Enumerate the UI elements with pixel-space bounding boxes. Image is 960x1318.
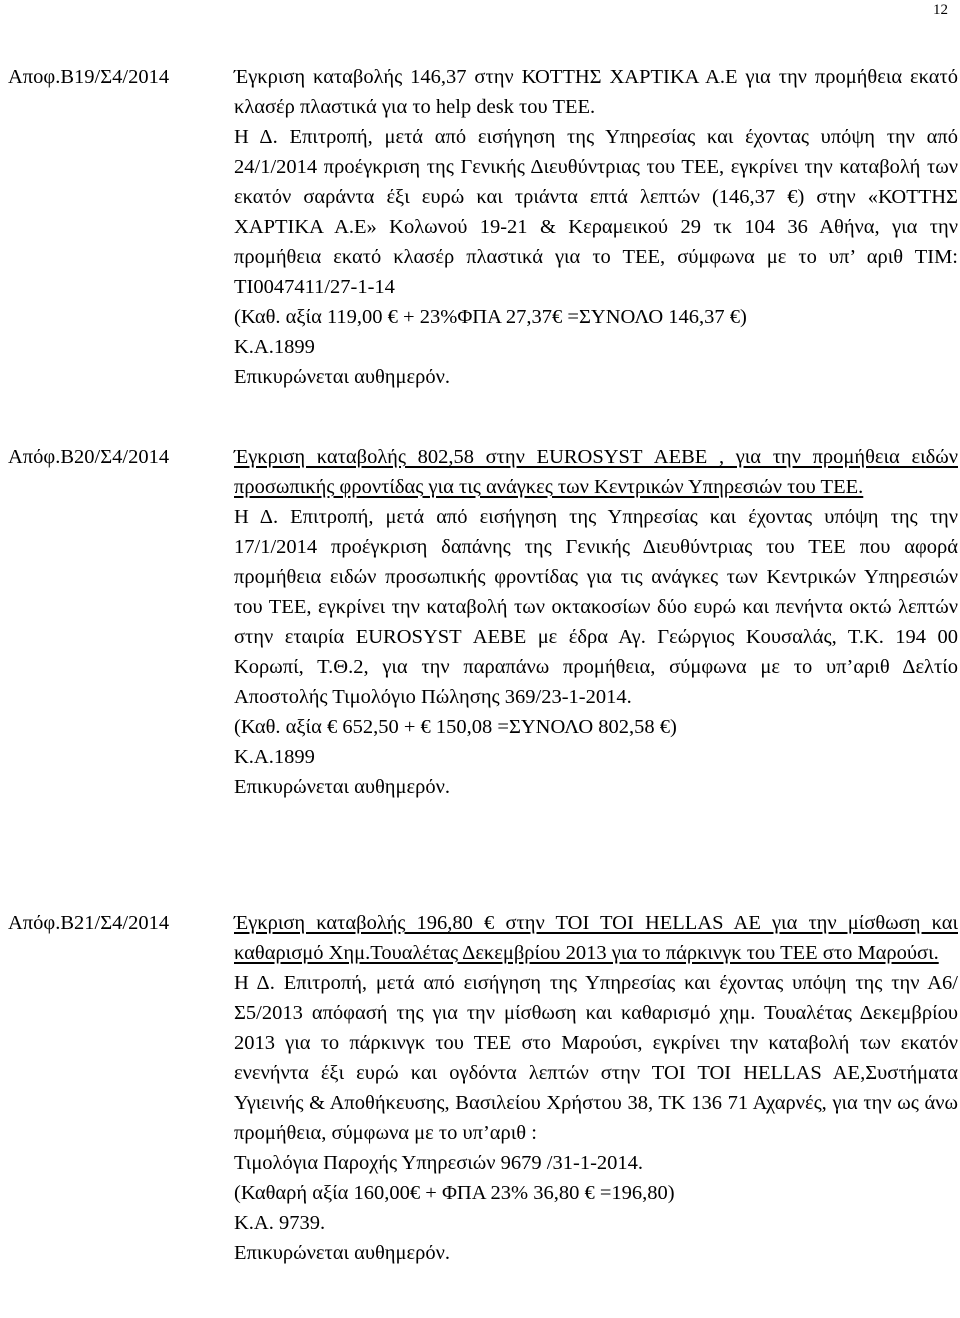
decision-content <box>234 62 958 392</box>
page-number: 12 <box>933 2 948 18</box>
decision-title: Έγκριση καταβολής 146,37 στην ΚΟΤΤΗΣ ΧΑΡΤΙΚΑ Α.Ε για την προμήθεια εκατό κλασέρ πλαστικά για το help desk του ΤΕΕ. <box>234 66 958 118</box>
decision-body: Η Δ. Επιτροπή, μετά από εισήγηση της Υπηρεσίας και έχοντας υπόψη της την Α6/Σ5/2013 απόφασή της για την μίσθωση και καθαρισμό χημ. Τουαλέτας Δεκεμβρίου 2013 για το πάρκινγκ του ΤΕΕ στο Μαρούσι, εγκρίνει την καταβολή των εκατόν ενενήντα έξι ευρώ και ογδόντα λεπτών στην ΤΟΙ ΤΟΙ HELLAS AE,Συστήματα Υγιεινής & Αποθήκευσης, Βασιλείου Χρήστου 38, ΤΚ 136 71 Αχαρνές, για την ως άνω προμήθεια, σύμφωνα με το υπ’αριθ : <box>234 972 958 1144</box>
decision-amounts: (Καθ. αξία 119,00 € + 23%ΦΠΑ 27,37€ =ΣΥΝΟΛΟ 146,37 €) <box>234 306 747 328</box>
decision-budget-code: Κ.Α.1899 <box>234 336 315 358</box>
decision-ref: Απόφ.Β20/Σ4/2014 <box>8 446 170 468</box>
decision-title: Έγκριση καταβολής 196,80 € στην ΤΟΙ ΤΟΙ HELLAS AE για την μίσθωση και καθαρισμό Χημ.Τουαλέτας Δεκεμβρίου 2013 για το πάρκινγκ του ΤΕΕ στο Μαρούσι. <box>234 912 958 964</box>
decision-amounts: (Καθαρή αξία 160,00€ + ΦΠΑ 23% 36,80 € =196,80) <box>234 1182 675 1204</box>
decision-ref: Αποφ.Β19/Σ4/2014 <box>8 66 170 88</box>
decision-ratified: Επικυρώνεται αυθημερόν. <box>234 776 450 798</box>
decision-content <box>234 908 958 1268</box>
decision-amounts: (Καθ. αξία € 652,50 + € 150,08 =ΣΥΝΟΛΟ 802,58 €) <box>234 716 677 738</box>
decision-content <box>234 442 958 802</box>
decision-ratified: Επικυρώνεται αυθημερόν. <box>234 366 450 388</box>
decision-title: Έγκριση καταβολής 802,58 στην EUROSYST ΑΕΒΕ , για την προμήθεια ειδών προσωπικής φροντίδας για τις ανάγκες των Κεντρικών Υπηρεσιών του ΤΕΕ. <box>234 446 958 498</box>
decision-ratified: Επικυρώνεται αυθημερόν. <box>234 1242 450 1264</box>
decision-body: Η Δ. Επιτροπή, μετά από εισήγηση της Υπηρεσίας και έχοντας υπόψη την από 24/1/2014 προέγκριση της Γενικής Διευθύντριας του ΤΕΕ, εγκρίνει την καταβολή των εκατόν σαράντα έξι ευρώ και τριάντα επτά λεπτών (146,37 €) στην «ΚΟΤΤΗΣ ΧΑΡΤΙΚΑ Α.Ε» Κολωνού 19-21 & Κεραμεικού 29 τκ 104 36 Αθήνα, για την προμήθεια εκατό κλασέρ πλαστικά για το ΤΕΕ, σύμφωνα με το υπ’ αριθ ΤΙΜ: ΤΙ0047411/27-1-14 <box>234 126 958 298</box>
decision-budget-code: Κ.Α. 9739. <box>234 1212 326 1234</box>
decision-budget-code: Κ.Α.1899 <box>234 746 315 768</box>
decision-invoice: Τιμολόγια Παροχής Υπηρεσιών 9679 /31-1-2014. <box>234 1152 644 1174</box>
decision-ref: Απόφ.Β21/Σ4/2014 <box>8 912 170 934</box>
decision-body: Η Δ. Επιτροπή, μετά από εισήγηση της Υπηρεσίας και έχοντας υπόψη της την 17/1/2014 προέγκριση δαπάνης της Γενικής Διευθύντριας του ΤΕΕ που αφορά προμήθεια ειδών προσωπικής φροντίδας για τις ανάγκες των Κεντρικών Υπηρεσιών του ΤΕΕ, εγκρίνει την καταβολή των οκτακοσίων δύο ευρώ και πενήντα οκτώ λεπτών στην εταιρία EUROSYST ΑΕΒΕ με έδρα Αγ. Γεώργιος Κουσαλάς, Τ.Κ. 194 00 Κορωπί, Τ.Θ.2, για την παραπάνω προμήθεια, σύμφωνα με το υπ’αριθ Δελτίο Αποστολής Τιμολόγιο Πώλησης 369/23-1-2014. <box>234 506 958 708</box>
